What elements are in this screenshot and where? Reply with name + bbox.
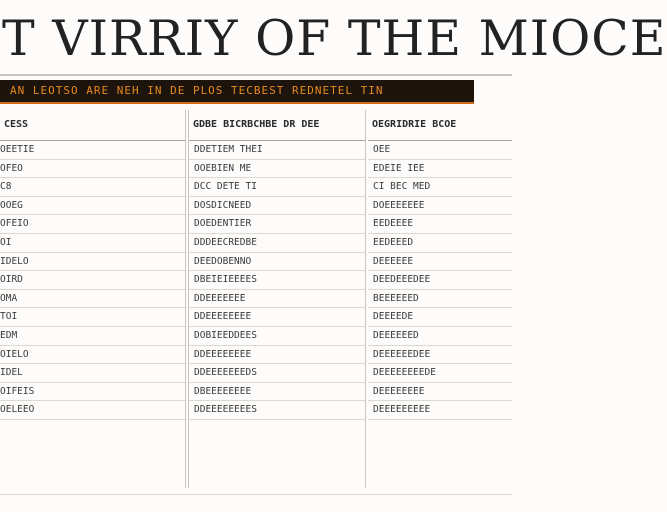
table-row: OELEEO	[0, 401, 185, 420]
table-row: EDM	[0, 327, 185, 346]
table-row: CI BEC MED	[368, 178, 512, 197]
table-row: DEEEEEEEEDE	[368, 364, 512, 383]
divider	[0, 74, 512, 76]
table-row: DDEEEEEEEE	[189, 308, 365, 327]
table-row: DEEDEEEDEE	[368, 271, 512, 290]
table-row: OI	[0, 234, 185, 253]
table-row: IDEL	[0, 364, 185, 383]
table-row: OIRD	[0, 271, 185, 290]
table-row: OEE	[368, 141, 512, 160]
table-column-2	[188, 110, 366, 488]
table-row: DBEEEEEEEE	[189, 383, 365, 402]
table-row: DEEEEEE	[368, 253, 512, 272]
table-row: DDETIEM THEI	[189, 141, 365, 160]
column-header: OEGRIDRIE BCOE	[368, 110, 512, 141]
divider	[0, 494, 512, 495]
table-row: OFEIO	[0, 215, 185, 234]
table-row: OEETIE	[0, 141, 185, 160]
table-row: OOEG	[0, 197, 185, 216]
table-row: OOEBIEN ME	[189, 160, 365, 179]
table-row: DEEEEDE	[368, 308, 512, 327]
table-row: DEEEEEEEE	[368, 383, 512, 402]
table-row: DDEEEEEEE	[189, 290, 365, 309]
table-row: DOEDENTIER	[189, 215, 365, 234]
table-row: OFEO	[0, 160, 185, 179]
table-row: DDDEECREDBE	[189, 234, 365, 253]
table-row: EEDEEED	[368, 234, 512, 253]
table-row: DBEIEIEEEES	[189, 271, 365, 290]
table-row: TOI	[0, 308, 185, 327]
table-row: C8	[0, 178, 185, 197]
table-row: DEEEEEED	[368, 327, 512, 346]
table-row: DEEEEEEEEE	[368, 401, 512, 420]
table-row: IDELO	[0, 253, 185, 272]
table-row: BEEEEEED	[368, 290, 512, 309]
table-row: DCC DETE TI	[189, 178, 365, 197]
table-row: DOSDICNEED	[189, 197, 365, 216]
table-column-3	[368, 110, 512, 488]
header-band: AN LEOTSO ARE NEH IN DE PLOS TECBEST REDNETEL TIN	[0, 80, 474, 104]
table-row: DOBIEEDDEES	[189, 327, 365, 346]
table-row: DDEEEEEEEDS	[189, 364, 365, 383]
table-row: DOEEEEEEE	[368, 197, 512, 216]
table-column-1	[0, 110, 186, 488]
table-row: EDEIE IEE	[368, 160, 512, 179]
table-row: DDEEEEEEEE	[189, 346, 365, 365]
table-row: DEEDOBENNO	[189, 253, 365, 272]
page-title: T VIRRIY OF THE MIOCE	[2, 10, 667, 67]
table-row: OIFEIS	[0, 383, 185, 402]
column-header: GDBE BICRBCHBE DR DEE	[189, 110, 365, 141]
table-row: DDEEEEEEEES	[189, 401, 365, 420]
table-row: OIELO	[0, 346, 185, 365]
table-row: EEDEEEE	[368, 215, 512, 234]
column-header: CESS	[0, 110, 185, 141]
table-row: DEEEEEEDEE	[368, 346, 512, 365]
table-row: OMA	[0, 290, 185, 309]
